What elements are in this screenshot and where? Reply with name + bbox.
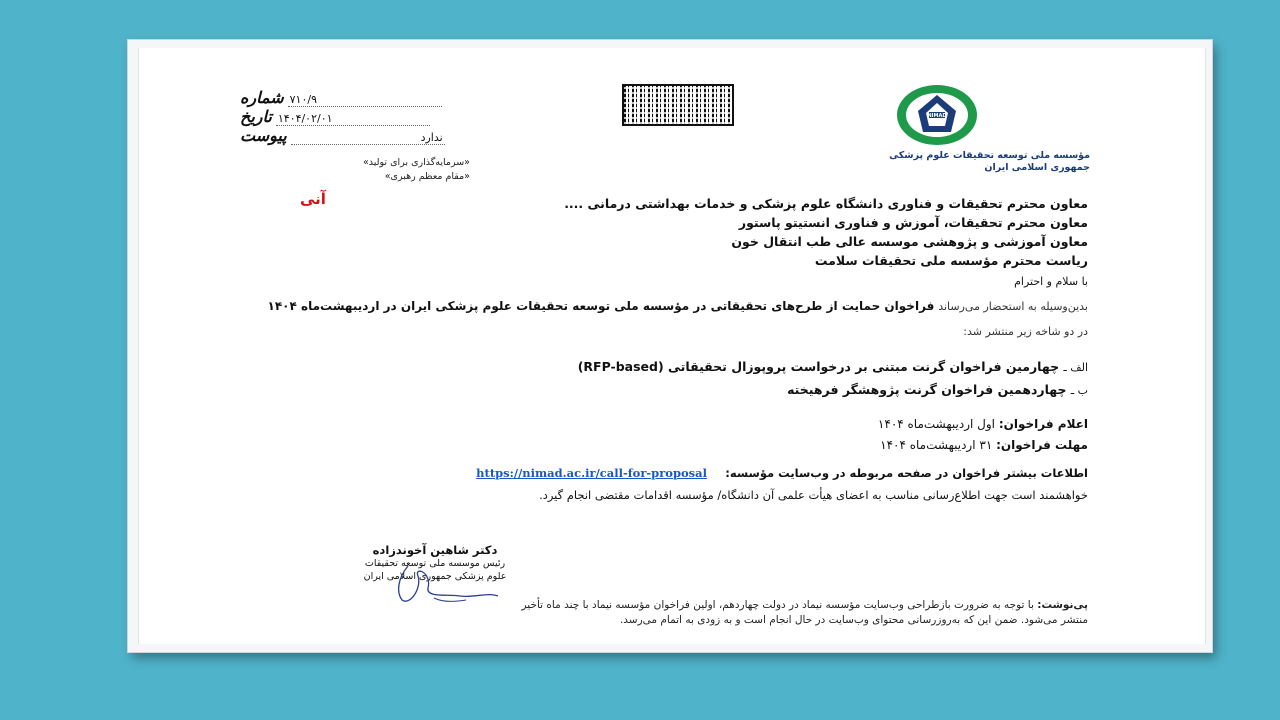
postscript-line-1 — [262, 598, 1088, 613]
paragraph-main: فراخوان حمایت از طرح‌های تحقیقاتی در مؤسسه ملی توسعه تحقیقات علوم پزشکی ایران در اردیبهشت‌ماه ۱۴۰۴ — [267, 299, 935, 313]
list-item — [400, 379, 1088, 402]
number-label: شماره — [240, 88, 284, 107]
announce-row — [500, 414, 1088, 435]
attachment-label: پیوست — [240, 126, 287, 145]
greeting: با سلام و احترام — [1014, 275, 1088, 288]
date-row — [240, 107, 480, 126]
announce-value: اول اردیبهشت‌ماه ۱۴۰۴ — [877, 417, 996, 431]
item-text: چهارمین فراخوان گرنت مبتنی بر درخواست پروپوزال تحقیقاتی (RFP-based) — [577, 359, 1060, 374]
paragraph-intro: بدین‌وسیله به استحضار می‌رساند — [938, 300, 1088, 313]
number-value: ۷۱۰/۹ — [288, 93, 442, 107]
item-text: چهاردهمین فراخوان گرنت پژوهشگر فرهیخته — [787, 382, 1067, 397]
deadline-row — [500, 435, 1088, 456]
nimad-logo-icon — [896, 84, 978, 146]
number-row — [240, 88, 480, 107]
call-dates — [500, 414, 1088, 456]
slogan — [250, 156, 470, 184]
paragraph-tail: در دو شاخه زیر منتشر شد: — [963, 325, 1088, 338]
date-value: ۱۴۰۴/۰۲/۰۱ — [276, 112, 430, 126]
postscript-text-1: با توجه به ضرورت بازطراحی وب‌سایت مؤسسه نیماد در دولت چهاردهم، اولین فراخوان مؤسسه نیماد با چند ماه تأخیر — [521, 599, 1034, 611]
item-prefix: الف ـ — [1063, 361, 1088, 374]
addressee: معاون محترم تحقیقات، آموزش و فناوری انستیتو پاستور — [738, 215, 1088, 230]
addressee: معاون محترم تحقیقات و فناوری دانشگاه علوم پزشکی و خدمات بهداشتی درمانی .... — [564, 196, 1088, 211]
call-items — [400, 356, 1088, 402]
list-item — [400, 356, 1088, 379]
deadline-label: مهلت فراخوان: — [996, 438, 1088, 452]
call-for-proposal-link[interactable]: https://nimad.ac.ir/call-for-proposal — [476, 466, 707, 480]
date-label: تاریخ — [240, 107, 272, 126]
announce-label: اعلام فراخوان: — [998, 417, 1088, 431]
slogan-line-2: «مقام معظم رهبری» — [384, 171, 470, 182]
qr-code-icon — [622, 84, 734, 126]
attachment-value: ندارد — [291, 131, 445, 145]
postscript-line-2: منتشر می‌شود. ضمن این که به‌روزرسانی محتوای وب‌سایت در حال انجام است و به زودی به اتمام می‌رسد. — [619, 614, 1088, 626]
signer-name: دکتر شاهین آخوندزاده — [372, 543, 498, 557]
signer-title-2: علوم پزشکی جمهوری اسلامی ایران — [363, 571, 507, 582]
request-text: خواهشمند است جهت اطلاع‌رسانی مناسب به اعضای هیأت علمی آن دانشگاه/ مؤسسه اقدامات مقتضی انجام گیرد. — [539, 488, 1088, 502]
addressee: ریاست محترم مؤسسه ملی تحقیقات سلامت — [814, 253, 1088, 268]
deadline-value: ۳۱ اردیبهشت‌ماه ۱۴۰۴ — [880, 438, 993, 452]
addressee-list — [440, 194, 1088, 270]
attachment-row — [240, 126, 480, 145]
org-name-line-2: جمهوری اسلامی ایران — [984, 162, 1090, 173]
letter-meta — [240, 88, 480, 145]
logo-text: NIMAD — [927, 113, 947, 119]
slogan-line-1: «سرمایه‌گذاری برای تولید» — [362, 157, 470, 168]
info-label: اطلاعات بیشتر فراخوان در صفحه مربوطه در وب‌سایت مؤسسه: — [725, 466, 1088, 480]
urgent-stamp: آنی — [300, 190, 326, 208]
org-name-line-1: مؤسسه ملی توسعه تحقیقات علوم پزشکی — [889, 150, 1090, 161]
org-name — [860, 150, 1090, 174]
postscript-label: پی‌نوشت: — [1037, 599, 1088, 611]
item-prefix: ب ـ — [1070, 384, 1088, 397]
info-row — [262, 462, 1088, 484]
main-paragraph — [262, 294, 1088, 344]
postscript — [262, 598, 1088, 628]
more-info — [262, 462, 1088, 506]
addressee: معاون آموزشی و پژوهشی موسسه عالی طب انتقال خون — [731, 234, 1088, 249]
signer-title-1: رئیس موسسه ملی توسعه تحقیقات — [364, 558, 506, 569]
